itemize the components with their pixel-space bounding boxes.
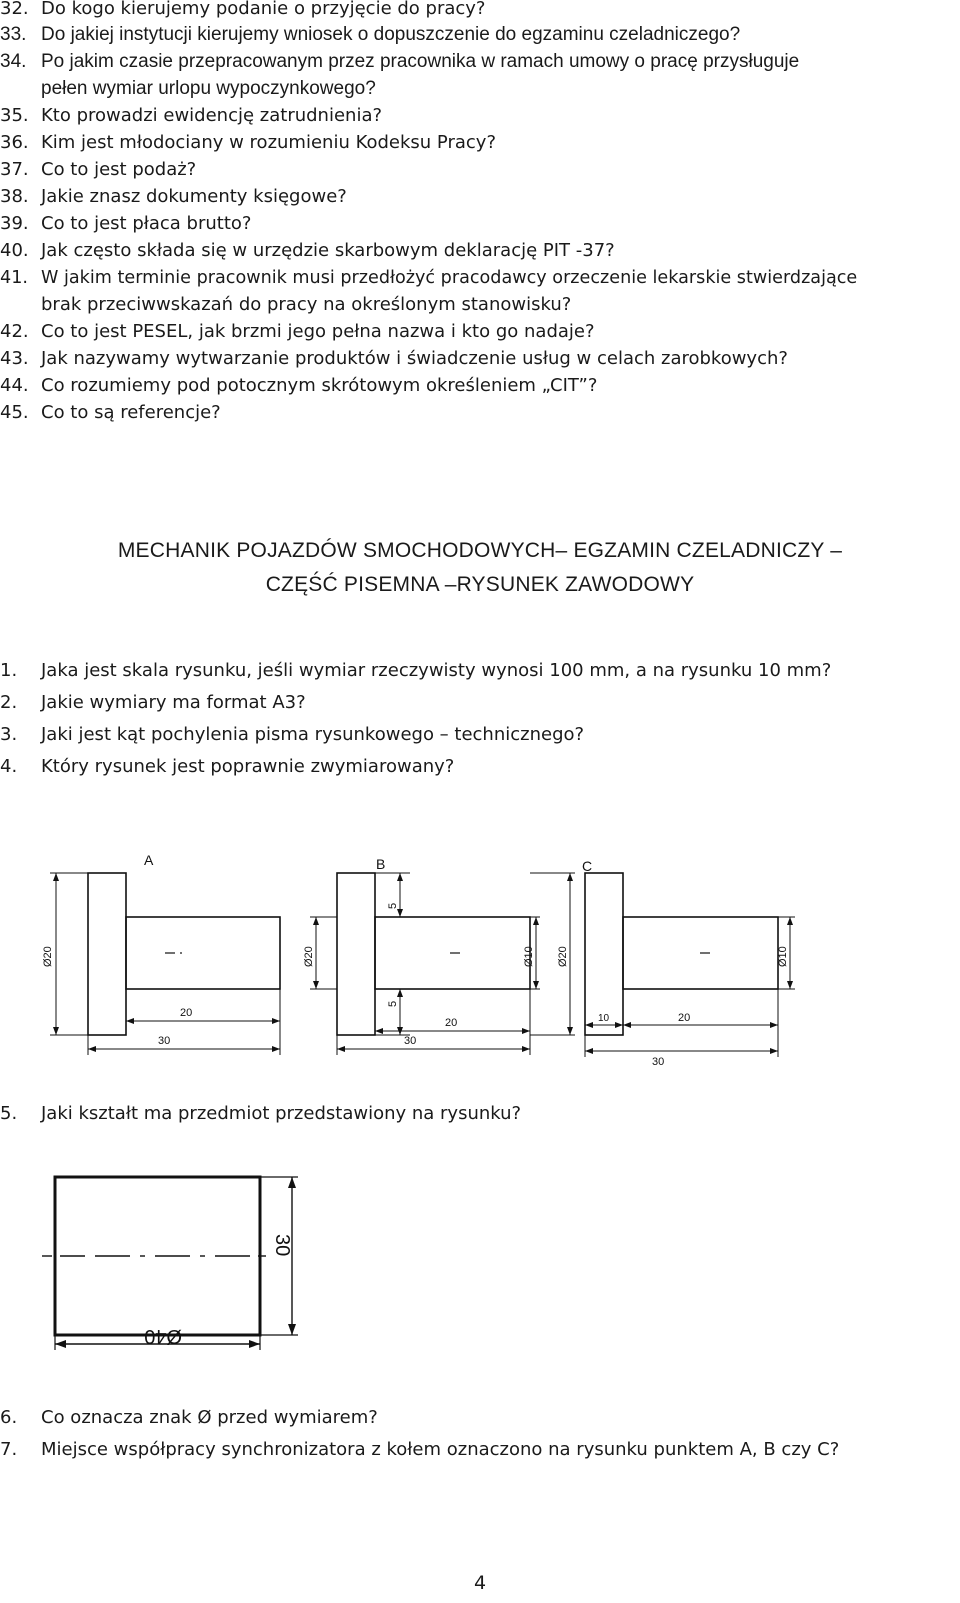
shape-diameter-40: Ø40: [144, 1325, 182, 1347]
drawing-b-dim-5-top: 5: [387, 902, 399, 909]
drawing-b-diameter-10: Ø10: [523, 946, 535, 967]
drawing-b-diameter-20: Ø20: [557, 946, 569, 967]
drawing-b-dim-30: 30: [404, 1035, 417, 1047]
drawing-a-label: A: [144, 852, 154, 868]
drawing-b-label: B: [376, 856, 386, 872]
drawing-b-dim-5-bottom: 5: [387, 1000, 399, 1007]
shape-dim-30: 30: [271, 1234, 293, 1257]
dimensioning-drawings: [30, 835, 800, 1070]
drawing-c-label: C: [582, 858, 593, 874]
shape-drawing: [30, 1150, 330, 1375]
dimensioning-figure: [30, 835, 800, 1070]
document-page: 32. Do kogo kierujemy podanie o przyjęcie do pracy? 33. Do jakiej instytucji kierujemy wniosek o dopuszczenie do egzaminu czeladniczego? 34. Po jakim czasie przepracowanym przez pracownika w ramach umowy o pracę przysługuje pełen wymiar urlopu wypoczynkowego? 35. Kto prowadzi ewidencję zatrudnienia? 36. Kim jest młodociany w rozumieniu Kodeksu Pracy? 37. Co to jest podaż? 38. Jakie znasz dokumenty księgowe? 39. Co to jest płaca brutto? 40. Jak często składa się w urzędzie skarbowym deklarację PIT -37? 41. W jakim terminie pracownik musi przedłożyć pracodawcy orzeczenie lekarskie stwierdzające brak przeciwwskazań do pracy na określonym stanowisku? 42. Co to jest PESEL, jak brzmi jego pełna nazwa i kto go nadaje? 43. Jak nazywamy wytwarzanie produktów i świadczenie usług w celach zarobkowych? 44. Co rozumiemy pod potocznym skrótowym określeniem „CIT”? 45. Co to są referencje? MECHANIK POJAZDÓW SMOCHODOWYCH– EGZAMIN CZELADNICZY – CZĘŚĆ PISEMNA –RYSUNEK ZAWODOWY 1. Jaka jest skala rysunku, jeśli wymiar rzeczywisty wynosi 100 mm, a na rysunku 10 mm? 2. Jakie wymiary ma format A3? 3. Jaki jest kąt pochylenia pisma rysunkowego – technicznego? 4. Który rysunek jest poprawnie zwymiarowany? A B C Ø20 20 30 5 5 Ø20 Ø10 Ø20 20 30 10 20 30 Ø10 5. Jaki kształt ma przedmiot przedstawiony na rysunku? 30 Ø40 6. Co oznacza znak Ø przed wymiarem? 7. Miejsce współpracy synchronizatora z kołem oznaczono na rysunku punktem A, B czy C? 4: [0, 0, 960, 1603]
drawing-c-dim-30: 30: [652, 1056, 665, 1068]
drawing-c-dim-10: 10: [598, 1013, 610, 1024]
drawing-a-dim-20: 20: [180, 1007, 193, 1019]
drawing-c-diameter-10: Ø10: [777, 946, 789, 967]
drawing-b-left-diameter-20: Ø20: [303, 946, 315, 967]
drawing-a-diameter-20: Ø20: [42, 946, 54, 967]
page-number: 4: [473, 1572, 487, 1594]
drawing-b-dim-20: 20: [445, 1017, 458, 1029]
drawing-a-dim-30: 30: [158, 1035, 171, 1047]
shape-figure: [30, 1150, 330, 1375]
section-title-line-1: MECHANIK POJAZDÓW SMOCHODOWYCH– EGZAMIN CZELADNICZY –: [117, 539, 843, 562]
drawing-c-dim-20: 20: [678, 1012, 691, 1024]
section-title-line-2: CZĘŚĆ PISEMNA –RYSUNEK ZAWODOWY: [265, 573, 695, 596]
